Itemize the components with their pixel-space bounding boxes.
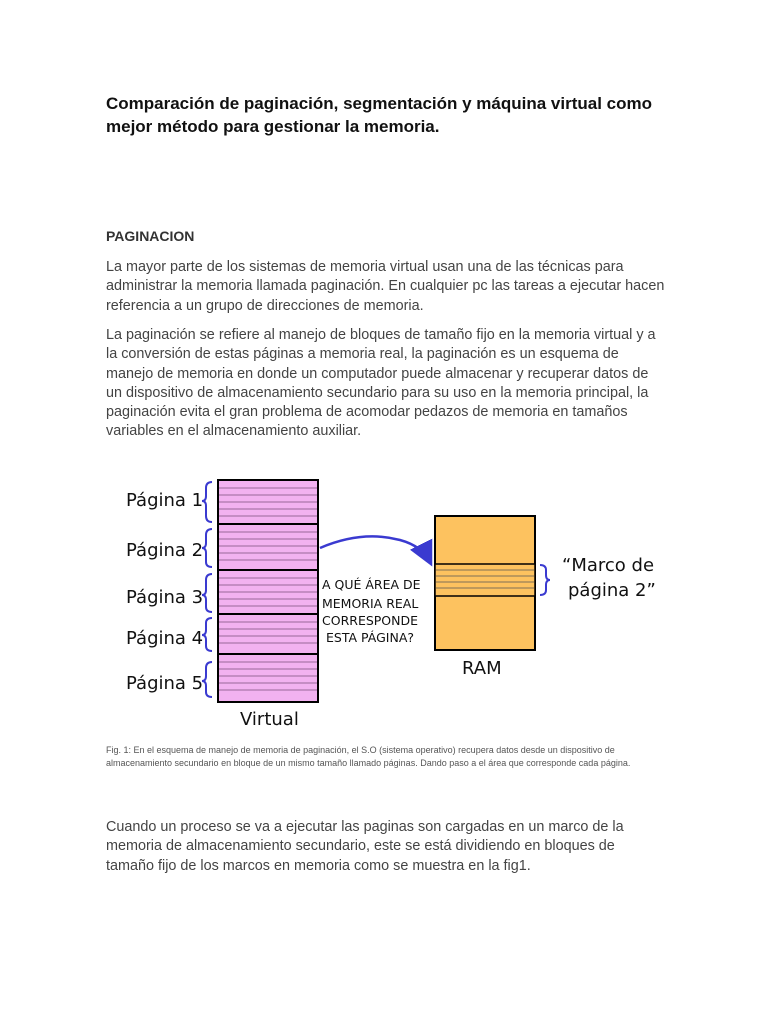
ram-frame-2 <box>435 564 535 596</box>
ram-block <box>435 516 535 650</box>
brace-frame <box>540 565 550 595</box>
paragraph: La paginación se refiere al manejo de bloques de tamaño fijo en la memoria virtual y a la conversión de estas páginas a memoria real, la paginación es un esquema de manejo de memoria en donde un computador puede almacenar y recuperar datos de un dispositivo de almacenamiento secundario para su uso en la memoria principal, la paginación evita el gran problema de acomodar pedazos de memoria en tamaños variables en el almacenamiento auxiliar. <box>106 327 656 440</box>
question-text <box>322 577 421 645</box>
frame-label-line: página 2” <box>568 580 656 601</box>
virtual-label: Virtual <box>240 709 299 730</box>
paragraph: Cuando un proceso se va a ejecutar las paginas son cargadas en un marco de la memoria de almacenamiento secundario, este se está dividiendo en bloques de tamaño fijo de los marcos en memoria como se muestra en la fig1. <box>106 819 624 874</box>
brace-page-4 <box>202 618 212 651</box>
page-braces <box>202 482 212 697</box>
brace-page-5 <box>202 662 212 697</box>
paging-diagram <box>100 466 680 736</box>
virtual-page-4 <box>218 614 318 654</box>
paragraph: La mayor parte de los sistemas de memoria virtual usan una de las técnicas para administrar la memoria llamada paginación. En cualquier pc las tareas a ejecutar hacen referencia a un grupo de direcciones de memoria. <box>106 259 665 314</box>
page-label: Página 1 <box>126 490 204 511</box>
brace-page-2 <box>202 529 212 567</box>
brace-page-3 <box>202 574 212 612</box>
frame-label <box>562 555 656 601</box>
ram-label: RAM <box>462 658 502 679</box>
figure-caption: Fig. 1: En el esquema de manejo de memoria de paginación, el S.O (sistema operativo) recupera datos desde un dispositivo de almacenamiento secundario en bloque de un mismo tamaño llamado páginas. Dando paso a el área que corresponde cada página. <box>106 745 631 768</box>
frame-label-line: “Marco de <box>562 555 655 576</box>
virtual-page-2 <box>218 524 318 570</box>
virtual-memory-block <box>218 480 318 702</box>
page-label: Página 4 <box>126 628 204 649</box>
page-label: Página 2 <box>126 540 204 561</box>
page-labels <box>126 490 203 694</box>
question-line: CORRESPONDE <box>322 613 419 628</box>
page-label: Página 3 <box>126 587 204 608</box>
section-heading: PAGINACION <box>106 228 195 244</box>
mapping-arrow <box>320 536 430 562</box>
page-label: Página 5 <box>126 673 204 694</box>
question-line: A QUÉ ÁREA DE <box>322 577 421 592</box>
virtual-page-5 <box>218 654 318 702</box>
document-title: Comparación de paginación, segmentación y máquina virtual como mejor método para gestionar la memoria. <box>106 94 653 136</box>
question-line: ESTA PÁGINA? <box>326 630 415 645</box>
brace-page-1 <box>202 482 212 522</box>
question-line: MEMORIA REAL <box>322 596 419 611</box>
